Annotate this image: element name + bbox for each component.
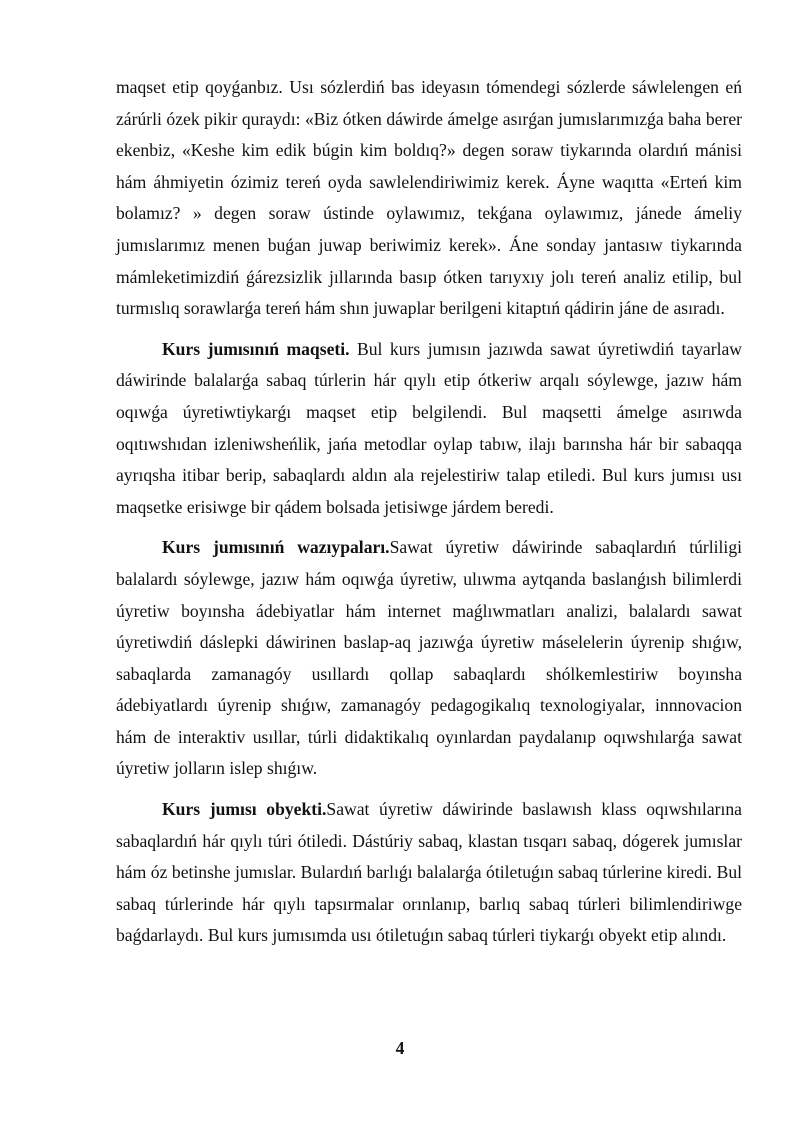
page-number: 4 [395,1038,405,1058]
paragraph-text: Sawat úyretiw dáwirinde baslawısh klass oqıwshılarına sabaqlardıń hár qıylı túri ótiledi. Dástúriy sabaq, klastan tısqarı sabaq, dógerek jumıslar hám óz betinshe jumıslar. Bulardıń barlıǵı balalarǵa ótiletuǵın sabaq túrlerine kiredi. Bul sabaq túrlerinde hár qıylı tapsırmalar orınlanıp, barlıq sabaq túrleri bilimlendiriwge baǵdarlaydı. Bul kurs jumısımda usı ótiletuǵın sabaq túrleri tiykarǵı obyekt etip alındı. [116,799,742,946]
paragraph-course-object [116,794,742,952]
paragraph-course-tasks [116,532,742,785]
document-page [116,72,742,961]
section-heading: Kurs jumısınıń wazıypaları. [162,537,390,558]
paragraph-text: Sawat úyretiw dáwirinde sabaqlardıń túrliligi balalardı sóylewge, jazıw hám oqıwǵa úyretiw, ulıwma aytqanda baslanǵısh bilimlerdi úyretiw boyınsha ádebiyatlar hám internet maǵlıwmatları analizi, balalardı sawat úyretiwdiń dáslepki dáwirinen baslap-aq jazıwǵa úyretiw máselelerin úyrenip shıǵıw, sabaqlarda zamanagóy usıllardı qollap sabaqlardı shólkemlestiriw boyınsha ádebiyatlardı úyrenip shıǵıw, zamanagóy pedagogikalıq texnologiyalar, innnovacion hám de interaktiv usıllar, túrli didaktikalıq oyınlardan paydalanıp oqıwshılarǵa sawat úyretiw jolların islep shıǵıw. [116,537,742,779]
paragraph-text: maqset etip qoyǵanbız. Usı sózlerdiń bas ideyasın tómendegi sózlerde sáwlelengen eń zárúrli ózek pikir quraydı: «Biz ótken dáwirde ámelge asırǵan jumıslarımızǵa baha berer ekenbiz, «Keshe kim edik búgin kim boldıq?» degen soraw tiykarında olardıń mánisi hám áhmiyetin ózimiz tereń oyda sawlelendiriwimiz kerek. Áyne waqıtta «Erteń kim bolamız? » degen soraw ústinde oylawımız, tekǵana oylawımız, jánede ámeliy jumıslarımız menen buǵan juwap beriwimiz kerek». Áne sonday jantasıw tiykarında mámleketimizdiń ǵárezsizlik jıllarında basıp ótken tarıyxıy jolı tereń analiz etilip, bul turmıslıq sorawlarǵa tereń hám shın juwaplar berilgeni kitaptıń qádirin jáne de asıradı. [116,77,742,319]
paragraph-intro [116,72,742,325]
section-heading: Kurs jumısı obyekti. [162,799,327,820]
paragraph-text: Bul kurs jumısın jazıwda sawat úyretiwdiń tayarlaw dáwirinde balalarǵa sabaq túrlerin hár qıylı etip ótkeriw arqalı sóylewge, jazıw hám oqıwǵa úyretiwtiykarǵı maqset etip belgilendi. Bul maqsetti ámelge asırıwda oqıtıwshıdan izleniwsheńlik, jańa metodlar oylap tabıw, ilajı barınsha hár bir sabaqqa ayrıqsha itibar berip, sabaqlardı aldın ala rejelestiriw talap etiledi. Bul kurs jumısı usı maqsetke erisiwge bir qádem bolsada jetisiwge járdem beredi. [116,338,743,517]
section-heading: Kurs jumısınıń maqseti. [162,338,350,359]
paragraph-course-goal [116,334,742,524]
